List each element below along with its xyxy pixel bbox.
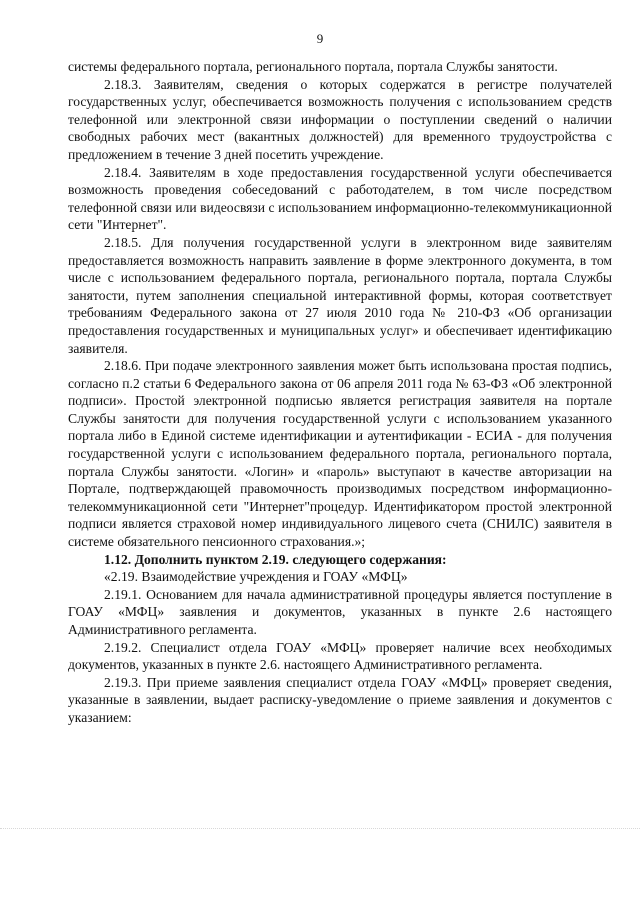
- paragraph: 2.18.6. При подаче электронного заявления может быть использована простая подпись, согласно п.2 статьи 6 Федерального закона от 06 апреля 2011 года № 63-ФЗ «Об электронной подписи». Простой электронной подписью является регистрация заявителя на портале Службы занятости для получения государственной услуги с использованием указанного портала либо в Единой системе идентификации и аутентификации - ЕСИА - для получения государственной услуги с использованием федерального портала, регионального портала, портала Службы занятости. «Логин» и «пароль» выступают в качестве авторизации на Портале, подтверждающей правомочность производимых посредством информационно-телекоммуникационной сети "Интернет"процедур. Идентификатором простой электронной подписи является страховой номер индивидуального лицевого счета (СНИЛС) заявителя в системе обязательного пенсионного страхования.»;: [68, 358, 612, 550]
- scan-artifact-line: [0, 828, 640, 833]
- paragraph: 2.18.4. Заявителям в ходе предоставления государственной услуги обеспечивается возможность проведения собеседований с работодателем, в том числе посредством телефонной связи или видеосвязи с использованием информационно-телекоммуникационной сети "Интернет".: [68, 164, 612, 233]
- paragraph: системы федерального портала, регионального портала, портала Службы занятости.: [68, 59, 558, 74]
- section-heading: 1.12. Дополнить пунктом 2.19. следующего содержания:: [104, 551, 447, 567]
- page-number: 9: [316, 31, 324, 46]
- paragraph: 2.19.2. Специалист отдела ГОАУ «МФЦ» проверяет наличие всех необходимых документов, указанных в пункте 2.6. настоящего Административного регламента.: [68, 639, 612, 673]
- paragraph: 2.19.1. Основанием для начала административной процедуры является поступление в ГОАУ «МФЦ» заявления и документов, указанных в пункте 2.6 настоящего Административного регламента.: [68, 586, 612, 637]
- paragraph: 2.18.3. Заявителям, сведения о которых содержатся в регистре получателей государственных услуг, обеспечивается возможность получения с использованием средств телефонной или электронной связи информации о поступлении сведений о наличии свободных рабочих мест (вакантных должностей) для временного трудоустройства с предложением в течение 3 дней посетить учреждение.: [68, 76, 612, 162]
- paragraph: 2.19.3. При приеме заявления специалист отдела ГОАУ «МФЦ» проверяет сведения, указанные в заявлении, выдает расписку-уведомление о приеме заявления и документов с указанием:: [68, 674, 612, 725]
- paragraph: «2.19. Взаимодействие учреждения и ГОАУ «МФЦ»: [104, 569, 408, 585]
- paragraph: 2.18.5. Для получения государственной услуги в электронном виде заявителям предоставляется возможность направить заявление в форме электронного документа, в том числе с использованием федерального портала, регионального портала, портала Службы занятости, путем заполнения специальной интерактивной формы, которая соответствует требованиям Федерального закона от 27 июля 2010 года № 210-ФЗ «Об организации предоставления государственных и муниципальных услуг» и обеспечивает идентификацию заявителя.: [68, 234, 612, 356]
- document-body: [68, 58, 612, 727]
